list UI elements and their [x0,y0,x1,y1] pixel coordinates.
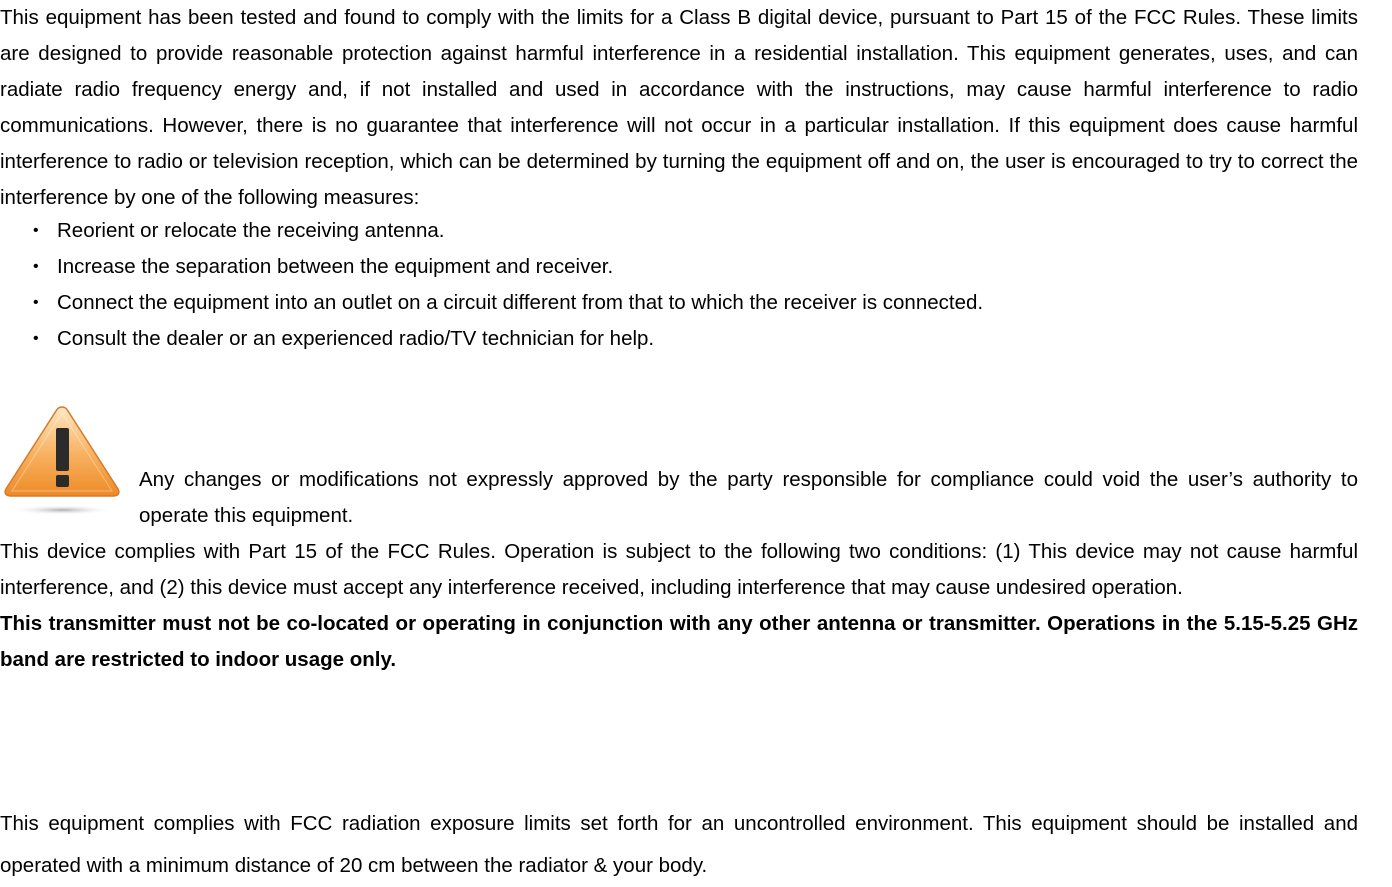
radiation-exposure-paragraph: This equipment complies with FCC radiation exposure limits set forth for an uncontrolled environment. This equipment should be installed and operated with a minimum distance of 20 cm between the radiator & your body. [0,812,1358,877]
bullet-icon: • [33,294,39,311]
list-item [0,285,1358,321]
list-item [0,213,1358,249]
bullet-icon: • [33,222,39,239]
list-item [0,249,1358,285]
transmitter-notice: This transmitter must not be co-located or operating in conjunction with any other antenna or transmitter. Operations in the 5.15-5.25 GHz band are restricted to indoor usage only. [0,612,1358,671]
bullet-icon: • [33,330,39,347]
modification-warning-text: Any changes or modifications not expressly approved by the party responsible for compliance could void the user’s authority to operate this equipment. [139,468,1358,527]
part15-paragraph: This device complies with Part 15 of the FCC Rules. Operation is subject to the following two conditions: (1) This device may not cause harmful interference, and (2) this device must accept any interference received, including interference that may cause undesired operation. [0,540,1358,599]
measures-list [0,213,1358,357]
bullet-icon: • [33,258,39,275]
list-item-text: Increase the separation between the equipment and receiver. [57,255,614,278]
list-item-text: Connect the equipment into an outlet on a circuit different from that to which the receiver is connected. [57,291,984,314]
fcc-intro-paragraph: This equipment has been tested and found to comply with the limits for a Class B digital device, pursuant to Part 15 of the FCC Rules. These limits are designed to provide reasonable protection against harmful interference in a residential installation. This equipment generates, uses, and can radiate radio frequency energy and, if not installed and used in accordance with the instructions, may cause harmful interference to radio communications. However, there is no guarantee that interference will not occur in a particular installation. If this equipment does cause harmful interference to radio or television reception, which can be determined by turning the equipment off and on, the user is encouraged to try to correct the interference by one of the following measures: [0,6,1358,209]
warning-triangle-icon [2,403,122,518]
list-item [0,321,1358,357]
list-item-text: Consult the dealer or an experienced radio/TV technician for help. [57,327,655,350]
list-item-text: Reorient or relocate the receiving antenna. [57,219,445,242]
